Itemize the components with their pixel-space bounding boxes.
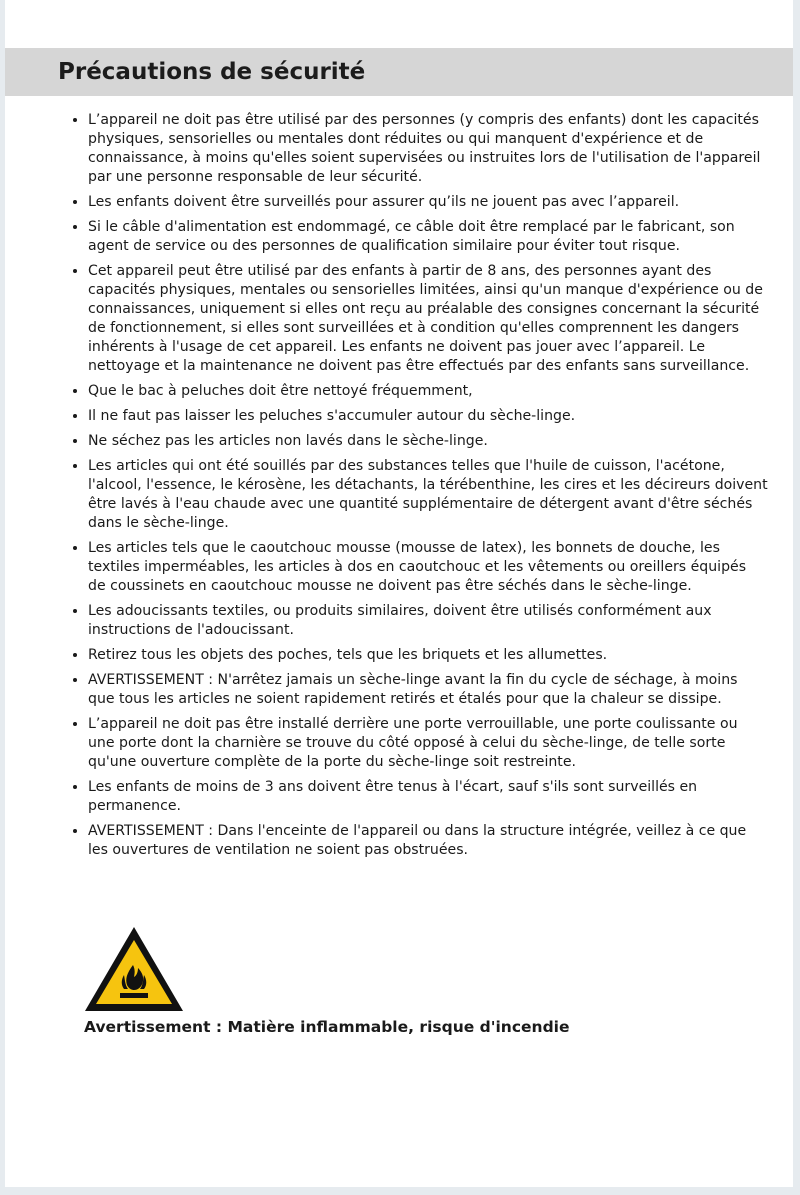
list-item: • Que le bac à peluches doit être nettoyé fréquemment, (88, 382, 768, 401)
page-title: Précautions de sécurité (58, 59, 366, 85)
list-item: • Ne séchez pas les articles non lavés dans le sèche-linge. (88, 432, 768, 451)
list-item: • L’appareil ne doit pas être installé derrière une porte verrouillable, une porte coulissante ou une porte dont la charnière se trouve du côté opposé à celui du sèche-linge, de telle sorte qu'une ouverture complète de la porte du sèche-linge soit restreinte. (88, 715, 768, 772)
warning-caption: Avertissement : Matière inflammable, risque d'incendie (84, 1018, 570, 1036)
list-item: • Il ne faut pas laisser les peluches s'accumuler autour du sèche-linge. (88, 407, 768, 426)
list-item: • AVERTISSEMENT : N'arrêtez jamais un sèche-linge avant la fin du cycle de séchage, à moins que tous les articles ne soient rapidement retirés et étalés pour que la chaleur se dissipe. (88, 671, 768, 709)
list-item: • Les articles qui ont été souillés par des substances telles que l'huile de cuisson, l'acétone, l'alcool, l'essence, le kérosène, les détachants, la térébenthine, les cires et les décireurs doivent être lavés à l'eau chaude avec une quantité supplémentaire de détergent avant d'être séchés dans le sèche-linge. (88, 457, 768, 533)
list-item: • Cet appareil peut être utilisé par des enfants à partir de 8 ans, des personnes ayant des capacités physiques, mentales ou sensorielles limitées, ainsi qu'un manque d'expérience ou de connaissances, uniquement si elles ont reçu au préalable des consignes concernant la sécurité de fonctionnement, si elles sont surveillées et à condition qu'elles comprennent les dangers inhérents à l'usage de cet appareil. Les enfants ne doivent pas jouer avec l’appareil. Le nettoyage et la maintenance ne doivent pas être effectués par des enfants sans surveillance. (88, 262, 768, 376)
list-item: • Retirez tous les objets des poches, tels que les briquets et les allumettes. (88, 646, 768, 665)
manual-page (5, 0, 793, 1187)
flammable-warning-icon (83, 925, 185, 1013)
section-header (5, 48, 793, 96)
list-item: • Les articles tels que le caoutchouc mousse (mousse de latex), les bonnets de douche, les textiles imperméables, les articles à dos en caoutchouc et les vêtements ou oreillers équipés de coussinets en caoutchouc mousse ne doivent pas être séchés dans le sèche-linge. (88, 539, 768, 596)
precautions-list (67, 111, 768, 866)
list-item: • Les enfants de moins de 3 ans doivent être tenus à l'écart, sauf s'ils sont surveillés en permanence. (88, 778, 768, 816)
list-item: • L’appareil ne doit pas être utilisé par des personnes (y compris des enfants) dont les capacités physiques, sensorielles ou mentales dont réduites ou qui manquent d'expérience et de connaissance, à moins qu'elles soient supervisées ou instruites lors de l'utilisation de l'appareil par une personne responsable de leur sécurité. (88, 111, 768, 187)
list-item: • Les enfants doivent être surveillés pour assurer qu’ils ne jouent pas avec l’appareil. (88, 193, 768, 212)
list-item: • AVERTISSEMENT : Dans l'enceinte de l'appareil ou dans la structure intégrée, veillez à ce que les ouvertures de ventilation ne soient pas obstruées. (88, 822, 768, 860)
list-item: • Si le câble d'alimentation est endommagé, ce câble doit être remplacé par le fabricant, son agent de service ou des personnes de qualification similaire pour éviter tout risque. (88, 218, 768, 256)
list-item: • Les adoucissants textiles, ou produits similaires, doivent être utilisés conformément aux instructions de l'adoucissant. (88, 602, 768, 640)
